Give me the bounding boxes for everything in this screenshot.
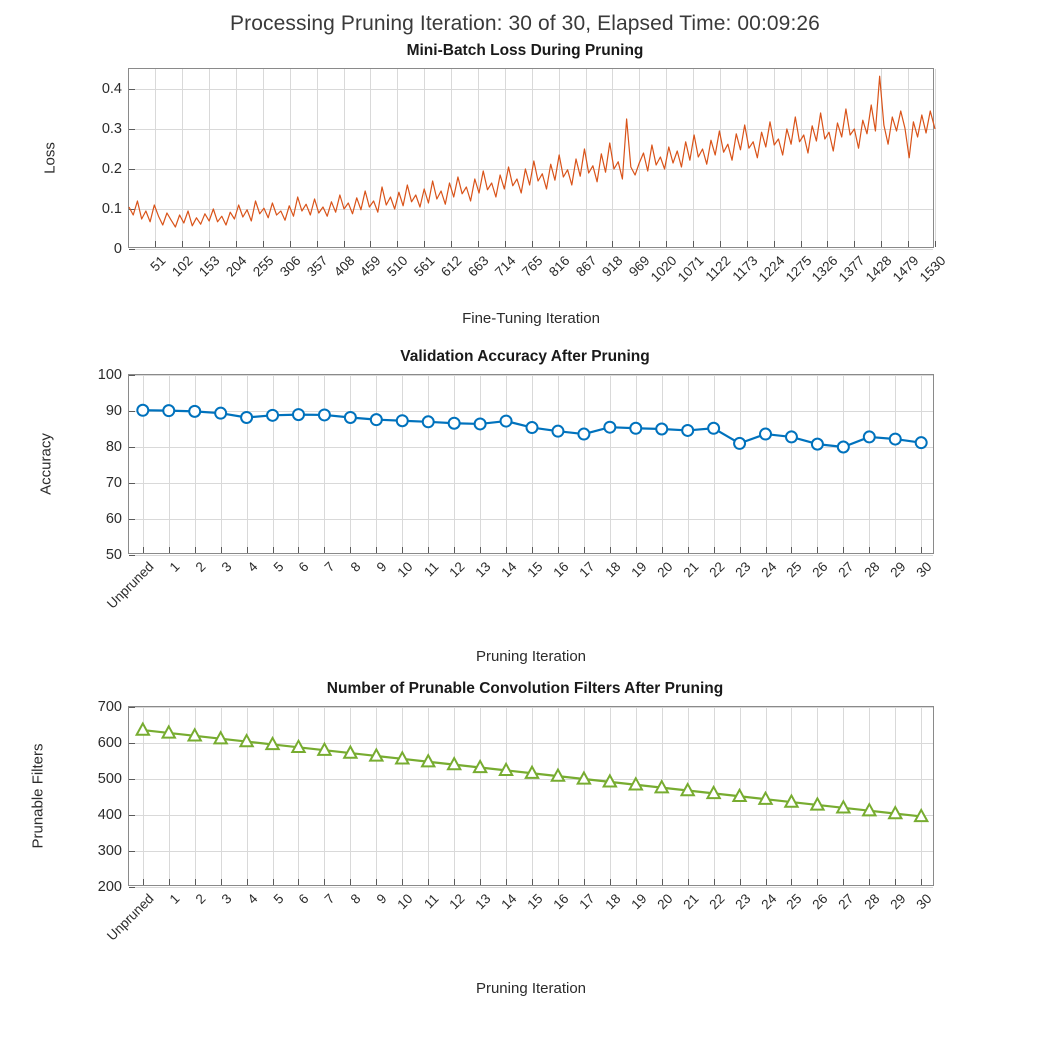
- x-tick-label: 3: [218, 559, 235, 575]
- plot-area-filters: [0, 698, 1050, 998]
- x-tick-label: 9: [373, 559, 390, 575]
- x-tick-label: 1122: [702, 253, 734, 285]
- chart-title-filters: Number of Prunable Convolution Filters After Pruning: [326, 680, 724, 697]
- tick-mark-y: [129, 887, 135, 888]
- x-tick-label: 7: [322, 559, 339, 575]
- x-tick-label: 29: [887, 891, 909, 913]
- x-tick-label: 1428: [862, 253, 895, 285]
- data-marker: [371, 414, 382, 425]
- x-tick-label: 2: [192, 891, 209, 907]
- x-tick-label: 255: [249, 253, 277, 280]
- x-tick-label: 8: [348, 891, 364, 907]
- y-tick-label: 70: [105, 475, 122, 491]
- y-tick-label: 700: [97, 699, 122, 715]
- axes-filters: [97, 699, 935, 944]
- x-tick-label: 7: [322, 891, 339, 907]
- x-tick-label: 357: [303, 253, 331, 280]
- x-tick-label: 17: [576, 891, 598, 913]
- data-marker: [890, 434, 901, 445]
- x-tick-label: 714: [491, 253, 519, 280]
- data-marker: [527, 422, 538, 433]
- x-tick-label: 16: [550, 559, 572, 581]
- data-marker: [449, 418, 460, 429]
- gridline-horizontal: [129, 887, 933, 888]
- x-tick-label: 25: [783, 891, 806, 913]
- x-tick-label: 11: [421, 891, 442, 912]
- chart-title-accuracy: Validation Accuracy After Pruning: [400, 348, 650, 365]
- y-tick-label: 100: [97, 367, 122, 383]
- x-tick-label: 21: [680, 559, 702, 581]
- y-tick-label: 0: [113, 241, 122, 257]
- x-tick-label: 21: [680, 891, 702, 913]
- data-marker: [916, 437, 927, 448]
- x-tick-label: 23: [731, 559, 754, 581]
- x-axis-label: Pruning Iteration: [475, 980, 587, 997]
- x-tick-label: 1530: [916, 253, 949, 285]
- x-tick-label: 29: [887, 559, 909, 581]
- plot-area-accuracy: [0, 366, 1050, 666]
- y-tick-label: 300: [97, 843, 122, 859]
- x-tick-label: 19: [628, 559, 650, 581]
- gridline-horizontal: [129, 555, 933, 556]
- y-tick-label: 0.1: [101, 201, 122, 217]
- data-marker: [137, 405, 148, 416]
- data-marker: [812, 439, 823, 450]
- x-tick-label: 30: [913, 559, 935, 581]
- data-marker: [293, 409, 304, 420]
- x-tick-label: 20: [654, 891, 676, 913]
- x-tick-label: 612: [438, 253, 465, 280]
- x-tick-label: 25: [783, 559, 806, 581]
- tick-mark-y: [129, 249, 135, 250]
- x-tick-label: 22: [705, 559, 728, 581]
- axes-loss: [101, 68, 949, 285]
- x-tick-label: 30: [913, 891, 935, 913]
- y-axis-label: Loss: [41, 142, 59, 174]
- y-tick-label: 80: [105, 439, 122, 455]
- x-tick-label: 1: [166, 891, 183, 907]
- x-axis-label: Pruning Iteration: [475, 648, 587, 665]
- tick-mark-y: [129, 555, 135, 556]
- data-marker: [838, 442, 849, 453]
- x-tick-label: 18: [602, 891, 624, 913]
- data-marker: [137, 724, 149, 735]
- x-tick-label: 1326: [809, 253, 842, 285]
- x-tick-label: 28: [861, 891, 883, 913]
- data-marker: [241, 412, 252, 423]
- data-marker: [345, 412, 356, 423]
- y-tick-label: 500: [97, 771, 122, 787]
- x-tick-label: 6: [296, 559, 313, 575]
- x-tick-label: 408: [330, 253, 358, 280]
- series-layer-loss: [129, 69, 935, 249]
- x-tick-label: 1224: [755, 253, 788, 285]
- x-tick-label: 8: [348, 559, 364, 575]
- x-tick-label: 306: [276, 253, 304, 280]
- x-tick-label: 16: [550, 891, 572, 913]
- data-marker: [682, 425, 693, 436]
- x-tick-label: 22: [705, 891, 728, 913]
- data-marker: [604, 422, 615, 433]
- tick-mark-x: [935, 241, 936, 247]
- y-tick-label: 200: [97, 879, 122, 895]
- y-axis-label: Accuracy: [37, 433, 55, 495]
- y-tick-label: 60: [105, 511, 122, 527]
- x-tick-label: 1020: [647, 253, 680, 285]
- x-tick-label: 459: [357, 253, 385, 280]
- x-tick-label: 4: [244, 559, 261, 575]
- y-tick-label: 50: [105, 547, 122, 563]
- x-tick-label: 27: [835, 559, 857, 581]
- data-marker: [552, 426, 563, 437]
- data-marker: [578, 429, 589, 440]
- chart-panel-accuracy: [0, 348, 1050, 666]
- x-tick-label: 15: [524, 891, 546, 913]
- x-tick-label: 51: [147, 253, 169, 275]
- data-marker: [656, 424, 667, 435]
- x-tick-label: 6: [296, 891, 313, 907]
- data-marker: [786, 431, 797, 442]
- plot-area-loss: [0, 60, 1050, 330]
- x-tick-label: 102: [169, 253, 196, 280]
- x-tick-label: 19: [628, 891, 650, 913]
- y-axis-label: Prunable Filters: [29, 743, 47, 849]
- x-tick-label: 11: [421, 559, 442, 580]
- x-tick-label: 1479: [889, 253, 922, 285]
- gridline-horizontal: [129, 249, 933, 250]
- x-tick-label: 204: [223, 253, 250, 280]
- x-tick-label: 24: [757, 891, 780, 913]
- x-tick-label: 510: [384, 253, 411, 280]
- x-tick-label: Unpruned: [103, 891, 157, 944]
- chart-panel-loss: [0, 42, 1050, 330]
- x-tick-label: 10: [394, 559, 416, 581]
- x-tick-label: 2: [192, 559, 209, 575]
- x-tick-label: 13: [472, 891, 494, 913]
- series-layer-accuracy: [129, 375, 935, 555]
- series-layer-filters: [129, 707, 935, 887]
- axes-accuracy: [97, 367, 935, 612]
- data-marker: [760, 429, 771, 440]
- x-tick-label: 20: [654, 559, 676, 581]
- x-tick-label: 765: [518, 253, 546, 280]
- x-tick-label: 5: [270, 891, 287, 907]
- y-tick-label: 400: [97, 807, 122, 823]
- data-marker: [423, 416, 434, 427]
- x-tick-label: 14: [498, 559, 520, 581]
- page-title: Processing Pruning Iteration: 30 of 30, Elapsed Time: 00:09:26: [230, 12, 820, 35]
- x-tick-label: Unpruned: [103, 559, 157, 612]
- x-tick-label: 26: [809, 891, 831, 913]
- x-tick-label: 15: [524, 559, 546, 581]
- y-tick-label: 0.2: [101, 161, 122, 177]
- data-marker: [734, 438, 745, 449]
- x-tick-label: 1275: [782, 253, 815, 285]
- data-marker: [630, 423, 641, 434]
- data-marker: [397, 415, 408, 426]
- x-tick-label: 561: [411, 253, 438, 280]
- x-tick-label: 918: [599, 253, 626, 280]
- data-marker: [708, 423, 719, 434]
- x-tick-label: 17: [576, 559, 598, 581]
- x-tick-label: 1173: [729, 253, 761, 285]
- x-tick-label: 3: [218, 891, 235, 907]
- x-axis-label: Fine-Tuning Iteration: [462, 310, 600, 327]
- y-tick-label: 0.4: [101, 81, 122, 97]
- x-tick-label: 24: [757, 559, 780, 581]
- x-tick-label: 969: [626, 253, 653, 280]
- data-marker: [475, 418, 486, 429]
- data-marker: [501, 416, 512, 427]
- x-tick-label: 28: [861, 559, 883, 581]
- x-tick-label: 1071: [674, 253, 707, 285]
- data-marker: [319, 409, 330, 420]
- x-tick-label: 4: [244, 891, 261, 907]
- x-tick-label: 1: [166, 559, 183, 575]
- data-line: [129, 76, 935, 227]
- x-tick-label: 13: [472, 559, 494, 581]
- x-tick-label: 663: [465, 253, 492, 280]
- x-tick-label: 27: [835, 891, 857, 913]
- x-tick-label: 867: [572, 253, 600, 280]
- x-tick-label: 1377: [836, 253, 868, 285]
- x-tick-label: 9: [373, 891, 390, 907]
- y-tick-label: 0.3: [101, 121, 122, 137]
- x-tick-label: 26: [809, 559, 831, 581]
- y-tick-label: 90: [105, 403, 122, 419]
- x-tick-label: 5: [270, 559, 287, 575]
- x-tick-label: 12: [446, 891, 468, 913]
- x-tick-label: 23: [731, 891, 754, 913]
- data-marker: [189, 406, 200, 417]
- data-marker: [864, 431, 875, 442]
- chart-title-loss: Mini-Batch Loss During Pruning: [406, 42, 644, 59]
- gridline-vertical: [935, 69, 936, 247]
- data-marker: [215, 408, 226, 419]
- data-marker: [267, 410, 278, 421]
- chart-panel-filters: [0, 680, 1050, 998]
- x-tick-label: 14: [498, 891, 520, 913]
- x-tick-label: 10: [394, 891, 416, 913]
- x-tick-label: 816: [545, 253, 573, 280]
- y-tick-label: 600: [97, 735, 122, 751]
- x-tick-label: 12: [446, 559, 468, 581]
- x-tick-label: 153: [196, 253, 223, 280]
- data-marker: [163, 405, 174, 416]
- x-tick-label: 18: [602, 559, 624, 581]
